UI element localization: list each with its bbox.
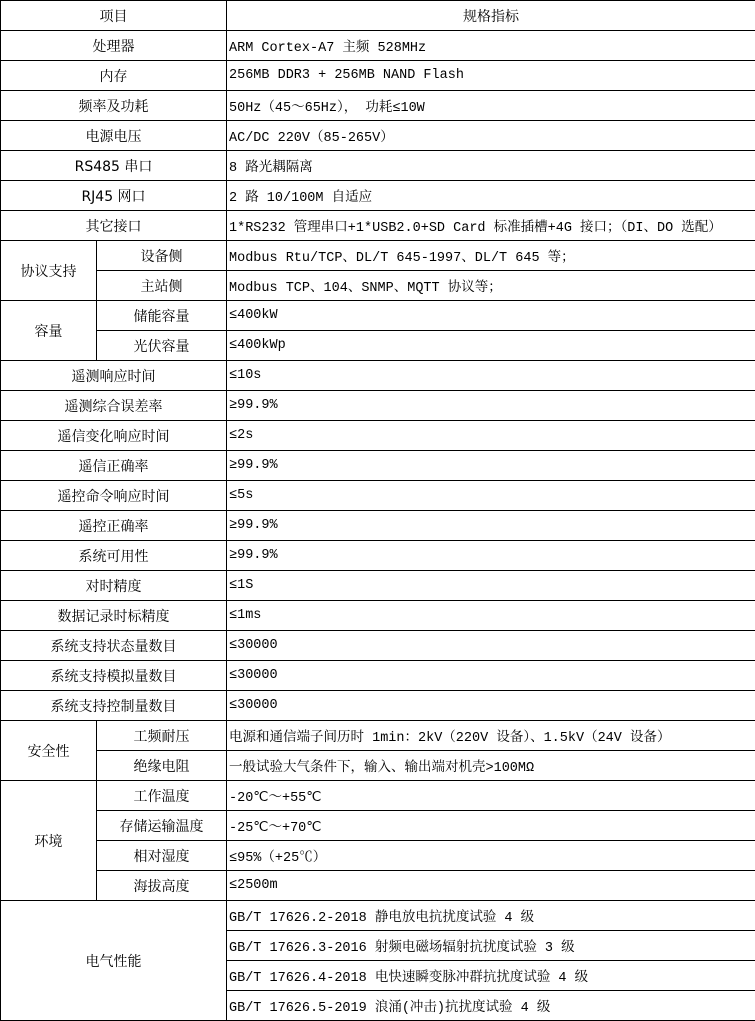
- table-row: [1, 271, 755, 301]
- row-value: 一般试验大气条件下，输入、输出端对机壳>100MΩ: [227, 751, 755, 781]
- row-label: 绝缘电阻: [97, 751, 227, 781]
- row-label: 频率及功耗: [1, 91, 227, 121]
- table-row: [1, 151, 755, 181]
- group-label: 电气性能: [1, 901, 227, 1021]
- row-label: 储能容量: [97, 301, 227, 331]
- row-value: ≤400kW: [227, 301, 755, 331]
- row-value: 2 路 10/100M 自适应: [227, 181, 755, 211]
- row-value: 256MB DDR3 + 256MB NAND Flash: [227, 61, 755, 91]
- header-item: 项目: [1, 1, 227, 31]
- table-row: [1, 751, 755, 781]
- row-value: ≤95%（+25℃）: [227, 841, 755, 871]
- row-value: -20℃～+55℃: [227, 781, 755, 811]
- row-value: Modbus TCP、104、SNMP、MQTT 协议等；: [227, 271, 755, 301]
- row-value: GB/T 17626.5-2019 浪涌(冲击)抗扰度试验 4 级: [227, 991, 755, 1021]
- row-value: AC/DC 220V（85-265V）: [227, 121, 755, 151]
- table-row: [1, 121, 755, 151]
- table-row: [1, 721, 755, 751]
- row-label: 工作温度: [97, 781, 227, 811]
- group-label: 安全性: [1, 721, 97, 781]
- row-value: ≤30000: [227, 631, 755, 661]
- row-label: RS485 串口: [1, 151, 227, 181]
- row-label: 内存: [1, 61, 227, 91]
- row-label: RJ45 网口: [1, 181, 227, 211]
- row-label: 海拔高度: [97, 871, 227, 901]
- row-label: 存储运输温度: [97, 811, 227, 841]
- row-value: 50Hz（45～65Hz）， 功耗≤10W: [227, 91, 755, 121]
- table-row: [1, 331, 755, 361]
- table-row: [1, 181, 755, 211]
- row-value: GB/T 17626.2-2018 静电放电抗扰度试验 4 级: [227, 901, 755, 931]
- row-label: 电源电压: [1, 121, 227, 151]
- row-label: 处理器: [1, 31, 227, 61]
- group-label: 容量: [1, 301, 97, 361]
- row-label: 设备侧: [97, 241, 227, 271]
- header-row: [1, 1, 755, 31]
- row-label: 遥控正确率: [1, 511, 227, 541]
- row-label: 系统可用性: [1, 541, 227, 571]
- row-value: ≤2s: [227, 421, 755, 451]
- table-row: [1, 691, 755, 721]
- row-value: GB/T 17626.3-2016 射频电磁场辐射抗扰度试验 3 级: [227, 931, 755, 961]
- table-row: [1, 91, 755, 121]
- row-label: 其它接口: [1, 211, 227, 241]
- row-value: 8 路光耦隔离: [227, 151, 755, 181]
- table-row: [1, 301, 755, 331]
- row-value: GB/T 17626.4-2018 电快速瞬变脉冲群抗扰度试验 4 级: [227, 961, 755, 991]
- row-label: 遥测响应时间: [1, 361, 227, 391]
- table-row: [1, 511, 755, 541]
- row-label: 遥信正确率: [1, 451, 227, 481]
- row-value: ≥99.9%: [227, 511, 755, 541]
- table-row: [1, 391, 755, 421]
- row-value: ≤1ms: [227, 601, 755, 631]
- row-label: 系统支持控制量数目: [1, 691, 227, 721]
- table-row: [1, 481, 755, 511]
- table-row: [1, 661, 755, 691]
- row-label: 系统支持状态量数目: [1, 631, 227, 661]
- row-value: ≤30000: [227, 661, 755, 691]
- row-label: 光伏容量: [97, 331, 227, 361]
- table-row: [1, 361, 755, 391]
- row-value: ARM Cortex-A7 主频 528MHz: [227, 31, 755, 61]
- row-label: 相对湿度: [97, 841, 227, 871]
- table-row: [1, 601, 755, 631]
- row-value: 1*RS232 管理串口+1*USB2.0+SD Card 标准插槽+4G 接口；（DI、DO 选配）: [227, 211, 755, 241]
- row-value: ≤30000: [227, 691, 755, 721]
- table-row: [1, 901, 755, 931]
- table-row: [1, 631, 755, 661]
- table-row: [1, 541, 755, 571]
- header-spec: 规格指标: [227, 1, 755, 31]
- row-value: 电源和通信端子间历时 1min：2kV（220V 设备）、1.5kV（24V 设备）: [227, 721, 755, 751]
- table-row: [1, 31, 755, 61]
- table-row: [1, 571, 755, 601]
- row-label: 遥信变化响应时间: [1, 421, 227, 451]
- row-label: 系统支持模拟量数目: [1, 661, 227, 691]
- row-value: ≥99.9%: [227, 541, 755, 571]
- row-label: 工频耐压: [97, 721, 227, 751]
- row-label: 数据记录时标精度: [1, 601, 227, 631]
- row-label: 遥控命令响应时间: [1, 481, 227, 511]
- table-row: [1, 871, 755, 901]
- table-row: [1, 841, 755, 871]
- row-label: 对时精度: [1, 571, 227, 601]
- table-row: [1, 61, 755, 91]
- row-value: ≤5s: [227, 481, 755, 511]
- row-value: ≤2500m: [227, 871, 755, 901]
- table-row: [1, 421, 755, 451]
- table-row: [1, 811, 755, 841]
- group-label: 协议支持: [1, 241, 97, 301]
- row-value: Modbus Rtu/TCP、DL/T 645-1997、DL/T 645 等；: [227, 241, 755, 271]
- row-value: ≤1S: [227, 571, 755, 601]
- table-row: [1, 241, 755, 271]
- row-value: ≥99.9%: [227, 451, 755, 481]
- table-row: [1, 451, 755, 481]
- table-row: [1, 781, 755, 811]
- row-value: -25℃～+70℃: [227, 811, 755, 841]
- row-value: ≤10s: [227, 361, 755, 391]
- group-label: 环境: [1, 781, 97, 901]
- row-label: 遥测综合误差率: [1, 391, 227, 421]
- row-label: 主站侧: [97, 271, 227, 301]
- row-value: ≥99.9%: [227, 391, 755, 421]
- row-value: ≤400kWp: [227, 331, 755, 361]
- table-row: [1, 211, 755, 241]
